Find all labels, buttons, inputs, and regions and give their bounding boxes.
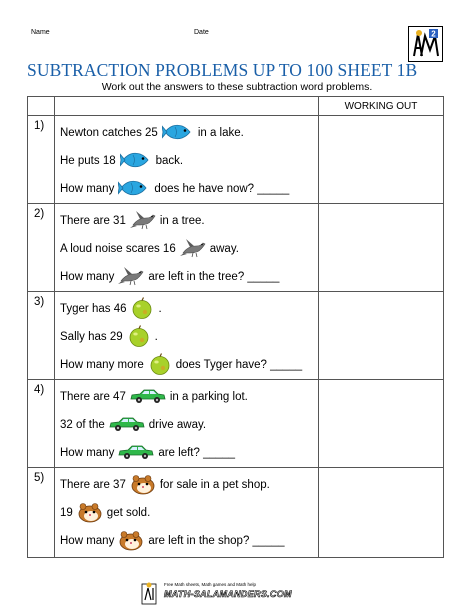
problem-line	[55, 295, 318, 323]
working-out-cell[interactable]	[319, 204, 444, 292]
problem-line-start: How many	[60, 271, 115, 283]
problem-line-start: Tyger has 46	[60, 303, 127, 315]
problem-line	[55, 499, 318, 527]
problem-line-end: are left? _____	[158, 447, 236, 459]
problems-table	[27, 96, 444, 558]
problem-row	[28, 292, 444, 380]
car-icon	[118, 444, 154, 463]
problem-line-end: .	[158, 303, 162, 315]
problem-line	[55, 175, 318, 203]
problem-number: 5)	[28, 468, 55, 558]
footer-site[interactable]: MATH-SALAMANDERS.COM	[164, 589, 292, 599]
problem-line-end: are left in the shop? _____	[148, 535, 285, 547]
problem-line-end: does Tyger have? _____	[175, 359, 303, 371]
problem-line-start: There are 37	[60, 479, 126, 491]
fish-icon	[162, 122, 194, 145]
date-label: Date	[194, 29, 209, 36]
footer-salamander-icon	[140, 580, 160, 606]
logo-grade: 2	[431, 29, 436, 39]
problem-line-end: get sold.	[106, 507, 151, 519]
hamster-icon	[130, 473, 156, 498]
number-header	[28, 97, 55, 116]
problem-line-end: in a lake.	[197, 127, 244, 139]
problem-line	[55, 471, 318, 499]
problem-line	[55, 323, 318, 351]
problem-line-end: .	[154, 331, 158, 343]
working-out-header: WORKING OUT	[319, 97, 444, 116]
problem-line-start: Newton catches 25	[60, 127, 158, 139]
problem-line	[55, 383, 318, 411]
problem-line	[55, 351, 318, 379]
problem-line-start: A loud noise scares 16	[60, 243, 176, 255]
problem-number: 4)	[28, 380, 55, 468]
problem-text-cell	[55, 468, 319, 558]
problem-header	[55, 97, 319, 116]
working-out-cell[interactable]	[319, 116, 444, 204]
fish-icon	[118, 178, 150, 201]
problem-row	[28, 468, 444, 558]
working-out-cell[interactable]	[319, 292, 444, 380]
problem-line-end: in a tree.	[159, 215, 205, 227]
working-out-cell[interactable]	[319, 468, 444, 558]
problem-line	[55, 119, 318, 147]
problem-line-start: There are 31	[60, 215, 126, 227]
problem-line-start: How many	[60, 183, 115, 195]
problem-number: 2)	[28, 204, 55, 292]
hamster-icon	[77, 501, 103, 526]
problem-text-cell	[55, 116, 319, 204]
problem-line-end: are left in the tree? _____	[148, 271, 280, 283]
problem-line	[55, 439, 318, 467]
problem-line-end: away.	[209, 243, 239, 255]
problem-row	[28, 116, 444, 204]
problem-line-end: back.	[155, 155, 184, 167]
salamander-logo	[408, 26, 443, 62]
fish-icon	[120, 150, 152, 173]
problem-text-cell	[55, 380, 319, 468]
footer	[140, 580, 340, 606]
problem-line	[55, 527, 318, 555]
problem-line	[55, 147, 318, 175]
apple-icon	[148, 352, 172, 379]
bird-icon	[130, 210, 156, 233]
problem-line-start: How many	[60, 535, 115, 547]
problem-line-start: He puts 18	[60, 155, 116, 167]
problem-row	[28, 380, 444, 468]
problem-line	[55, 235, 318, 263]
problem-text-cell	[55, 204, 319, 292]
problem-line-start: How many more	[60, 359, 144, 371]
car-icon	[109, 416, 145, 435]
problem-line-start: Sally has 29	[60, 331, 123, 343]
problem-line-start: There are 47	[60, 391, 126, 403]
problem-line-start: 19	[60, 507, 73, 519]
problem-line-end: for sale in a pet shop.	[159, 479, 270, 491]
name-label: Name	[31, 29, 50, 36]
problem-line-start: How many	[60, 447, 115, 459]
working-out-cell[interactable]	[319, 380, 444, 468]
problem-number: 1)	[28, 116, 55, 204]
problem-line-end: does he have now? _____	[154, 183, 290, 195]
problem-line	[55, 411, 318, 439]
problem-line-end: in a parking lot.	[169, 391, 248, 403]
problem-line-end: drive away.	[148, 419, 207, 431]
footer-tagline: Free Math sheets, Math games and Math help	[164, 582, 257, 587]
problem-line	[55, 263, 318, 291]
problem-line	[55, 207, 318, 235]
problem-text-cell	[55, 292, 319, 380]
problem-row	[28, 204, 444, 292]
problem-line-start: 32 of the	[60, 419, 105, 431]
apple-icon	[130, 296, 154, 323]
apple-icon	[127, 324, 151, 351]
hamster-icon	[118, 529, 144, 554]
bird-icon	[118, 266, 144, 289]
page-title: SUBTRACTION PROBLEMS UP TO 100 SHEET 1B	[27, 60, 418, 80]
problem-number: 3)	[28, 292, 55, 380]
page-subtitle: Work out the answers to these subtraction word problems.	[101, 81, 373, 93]
car-icon	[130, 388, 166, 407]
bird-icon	[180, 238, 206, 261]
